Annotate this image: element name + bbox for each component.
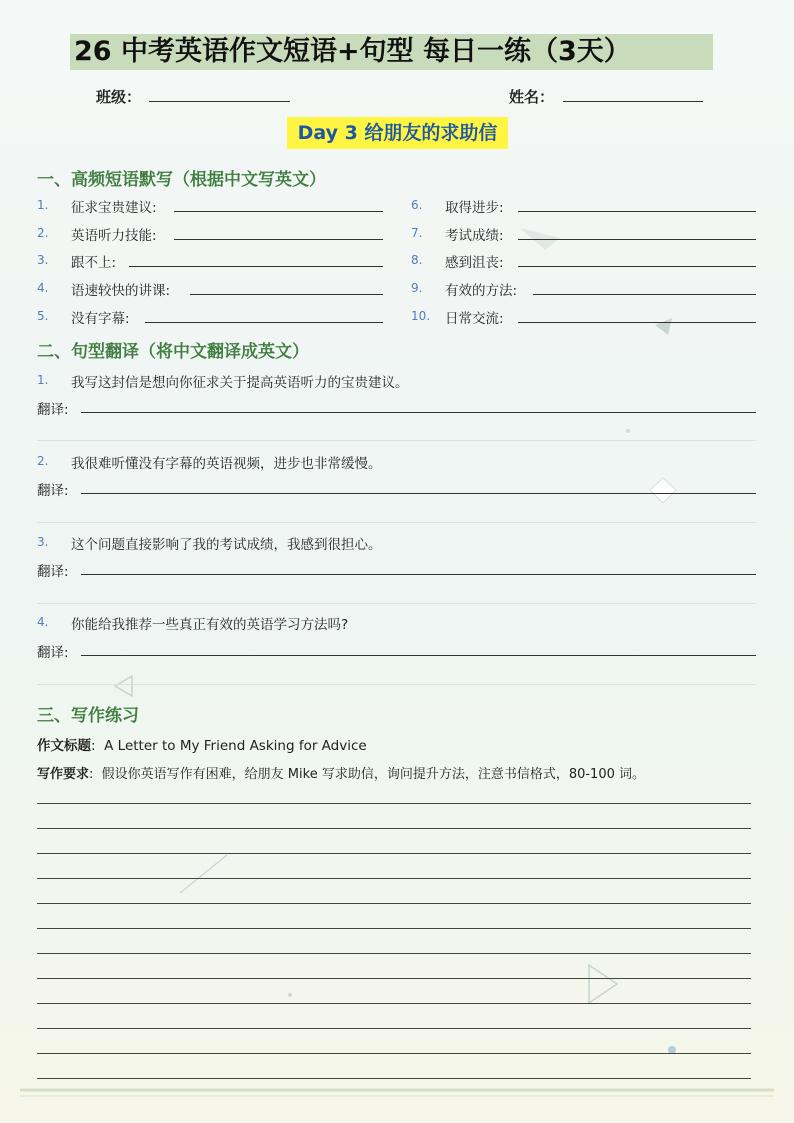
writing-line[interactable] bbox=[37, 928, 751, 929]
writing-line[interactable] bbox=[37, 803, 751, 804]
writing-line[interactable] bbox=[37, 903, 751, 904]
phrase-answer-line[interactable] bbox=[129, 266, 383, 267]
divider bbox=[37, 440, 756, 441]
writing-line[interactable] bbox=[37, 878, 751, 879]
phrase-prompt: 征求宝贵建议: bbox=[71, 200, 157, 216]
translation-label: 翻译: bbox=[37, 483, 69, 499]
writing-line[interactable] bbox=[37, 953, 751, 954]
phrase-prompt: 取得进步: bbox=[445, 200, 504, 216]
translation-answer-line[interactable] bbox=[81, 412, 756, 413]
colon: : bbox=[91, 738, 105, 754]
phrase-answer-line[interactable] bbox=[518, 239, 756, 240]
phrase-prompt: 跟不上: bbox=[71, 255, 117, 271]
translation-answer-line[interactable] bbox=[81, 574, 756, 575]
phrase-number: 3. bbox=[37, 253, 49, 267]
writing-line[interactable] bbox=[37, 853, 751, 854]
phrase-answer-line[interactable] bbox=[518, 266, 756, 267]
phrase-answer-line[interactable] bbox=[190, 294, 383, 295]
phrase-number: 5. bbox=[37, 309, 49, 323]
writing-line[interactable] bbox=[37, 1003, 751, 1004]
sentence-number: 4. bbox=[37, 615, 49, 629]
phrase-number: 4. bbox=[37, 281, 49, 295]
phrase-prompt: 感到沮丧: bbox=[445, 255, 504, 271]
section1-heading: 一、高频短语默写（根据中文写英文） bbox=[37, 170, 326, 190]
section3-heading: 三、写作练习 bbox=[37, 706, 139, 726]
phrase-prompt: 有效的方法: bbox=[445, 283, 518, 299]
phrase-prompt: 日常交流: bbox=[445, 311, 504, 327]
translation-answer-line[interactable] bbox=[81, 655, 756, 656]
name-field[interactable] bbox=[563, 101, 703, 102]
class-label: 班级： bbox=[96, 88, 142, 106]
colon: : bbox=[89, 767, 102, 782]
divider bbox=[37, 603, 756, 604]
writing-line[interactable] bbox=[37, 978, 751, 979]
phrase-number: 8. bbox=[411, 253, 423, 267]
translation-answer-line[interactable] bbox=[81, 493, 756, 494]
essay-topic-line bbox=[37, 734, 367, 754]
essay-topic: A Letter to My Friend Asking for Advice bbox=[104, 738, 367, 754]
sentence-prompt: 我很难听懂没有字幕的英语视频，进步也非常缓慢。 bbox=[71, 456, 382, 472]
phrase-number: 6. bbox=[411, 198, 423, 212]
phrase-prompt: 考试成绩: bbox=[445, 228, 504, 244]
class-field[interactable] bbox=[149, 101, 290, 102]
phrase-number: 7. bbox=[411, 226, 423, 240]
phrase-answer-line[interactable] bbox=[518, 322, 756, 323]
phrase-prompt: 没有字幕: bbox=[71, 311, 130, 327]
essay-requirement-line bbox=[37, 763, 645, 782]
sentence-prompt: 我写这封信是想向你征求关于提高英语听力的宝贵建议。 bbox=[71, 375, 409, 391]
phrase-answer-line[interactable] bbox=[174, 239, 383, 240]
essay-requirement: 假设你英语写作有困难，给朋友 Mike 写求助信，询问提升方法，注意书信格式，80-100 词。 bbox=[101, 767, 646, 782]
phrase-prompt: 英语听力技能: bbox=[71, 228, 157, 244]
phrase-answer-line[interactable] bbox=[533, 294, 756, 295]
page-title: 26 中考英语作文短语+句型 每日一练（3天） bbox=[74, 36, 631, 67]
divider bbox=[37, 522, 756, 523]
writing-line[interactable] bbox=[37, 828, 751, 829]
translation-label: 翻译: bbox=[37, 402, 69, 418]
day-title: Day 3 给朋友的求助信 bbox=[297, 122, 498, 144]
section2-heading: 二、句型翻译（将中文翻译成英文） bbox=[37, 342, 309, 362]
phrase-number: 1. bbox=[37, 198, 49, 212]
phrase-number: 2. bbox=[37, 226, 49, 240]
phrase-prompt: 语速较快的讲课: bbox=[71, 283, 171, 299]
sentence-number: 1. bbox=[37, 373, 49, 387]
sentence-prompt: 这个问题直接影响了我的考试成绩，我感到很担心。 bbox=[71, 537, 382, 553]
phrase-answer-line[interactable] bbox=[145, 322, 383, 323]
sentence-number: 2. bbox=[37, 454, 49, 468]
name-label: 姓名： bbox=[509, 88, 555, 106]
sentence-prompt: 你能给我推荐一些真正有效的英语学习方法吗? bbox=[71, 617, 349, 633]
phrase-number: 10. bbox=[411, 309, 431, 323]
translation-label: 翻译: bbox=[37, 645, 69, 661]
writing-line[interactable] bbox=[37, 1028, 751, 1029]
writing-line[interactable] bbox=[37, 1053, 751, 1054]
essay-topic-label: 作文标题 bbox=[37, 738, 91, 754]
divider bbox=[37, 684, 756, 685]
essay-requirement-label: 写作要求 bbox=[37, 767, 90, 782]
phrase-answer-line[interactable] bbox=[174, 211, 383, 212]
translation-label: 翻译: bbox=[37, 564, 69, 580]
sentence-number: 3. bbox=[37, 535, 49, 549]
phrase-number: 9. bbox=[411, 281, 423, 295]
phrase-answer-line[interactable] bbox=[518, 211, 756, 212]
writing-line[interactable] bbox=[37, 1078, 751, 1079]
